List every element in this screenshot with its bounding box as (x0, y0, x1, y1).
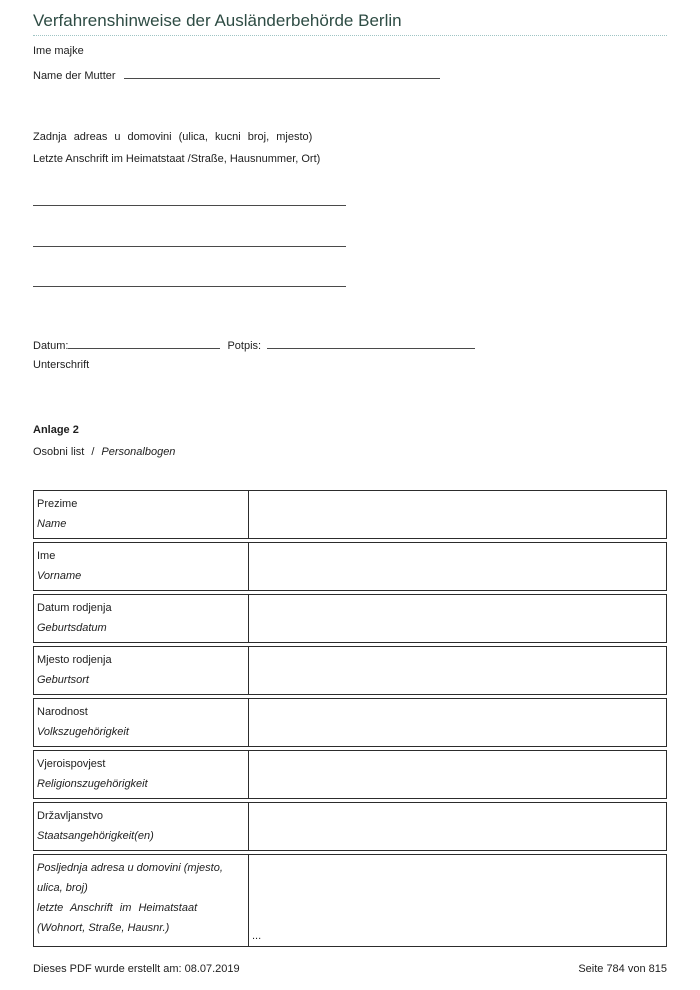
row-label-line: Mjesto rodjenja (37, 654, 112, 666)
row-label-line: Name (37, 518, 67, 530)
table-row (33, 542, 667, 591)
address-label-de: Letzte Anschrift im Heimatstaat /Straße, Hausnummer, Ort) (33, 153, 321, 165)
table-row (33, 490, 667, 539)
row-label-cell (34, 803, 249, 850)
row-value-cell (249, 647, 666, 694)
mother-label-de: Name der Mutter (33, 70, 116, 82)
row-value-cell (249, 491, 666, 538)
row-label-cell (34, 491, 249, 538)
table-row (33, 594, 667, 643)
attachment-subtitle (33, 446, 175, 459)
address-label-hr: Zadnja adreas u domovini (ulica, kucni broj, mjesto) (33, 131, 313, 143)
table-row (33, 750, 667, 799)
title-rule (33, 35, 667, 36)
attachment-heading: Anlage 2 (33, 424, 79, 436)
date-label: Datum: (33, 340, 69, 352)
signature-label: Potpis: (227, 340, 262, 352)
row-value-cell (249, 699, 666, 746)
row-value-cell (249, 855, 666, 946)
row-label-line: Religionszugehörigkeit (37, 778, 148, 790)
row-label-line: letzte Anschrift im Heimatstaat (37, 902, 198, 914)
attachment-subtitle-de: Personalbogen (101, 446, 176, 458)
address-blank-line-1 (33, 205, 346, 206)
signature-sub-label: Unterschrift (33, 359, 90, 371)
footer-page-number: Seite 784 von 815 (578, 963, 667, 975)
date-signature-row (33, 337, 475, 353)
row-label-line: Narodnost (37, 706, 88, 718)
table-row (33, 854, 667, 947)
row-label-cell (34, 647, 249, 694)
row-value: ... (252, 930, 262, 942)
mother-name-blank-line (124, 67, 440, 79)
row-label-cell (34, 751, 249, 798)
row-label-line: Vorname (37, 570, 82, 582)
row-value-cell (249, 595, 666, 642)
row-label-line: Datum rodjenja (37, 602, 112, 614)
row-label-line: Vjeroispovjest (37, 758, 106, 770)
footer-created-date: Dieses PDF wurde erstellt am: 08.07.2019 (33, 963, 240, 975)
personalbogen-table (33, 490, 667, 947)
signature-blank-line (267, 337, 475, 349)
row-label-line: Volkszugehörigkeit (37, 726, 129, 738)
attachment-subtitle-hr: Osobni list (33, 446, 85, 458)
row-label-line: Posljednja adresa u domovini (mjesto, ulica, broj) (37, 862, 223, 894)
row-label-cell (34, 699, 249, 746)
row-label-cell (34, 543, 249, 590)
row-label-line: Geburtsdatum (37, 622, 107, 634)
row-label-line: Državljanstvo (37, 810, 104, 822)
page-title: Verfahrenshinweise der Ausländerbehörde Berlin (33, 11, 402, 30)
row-label-line: Prezime (37, 498, 78, 510)
row-label-cell (34, 595, 249, 642)
mother-name-row (33, 67, 440, 83)
table-row (33, 802, 667, 851)
row-value-cell (249, 803, 666, 850)
row-label-cell (34, 855, 249, 946)
table-row (33, 646, 667, 695)
attachment-subtitle-separator: / (91, 446, 95, 458)
row-label-line: Geburtsort (37, 674, 89, 686)
row-value-cell (249, 543, 666, 590)
row-label-line: (Wohnort, Straße, Hausnr.) (37, 922, 170, 934)
date-blank-line (68, 337, 220, 349)
address-blank-line-3 (33, 286, 346, 287)
address-blank-line-2 (33, 246, 346, 247)
row-value-cell (249, 751, 666, 798)
table-row (33, 698, 667, 747)
mother-label-hr: Ime majke (33, 45, 84, 57)
row-label-line: Ime (37, 550, 56, 562)
row-label-line: Staatsangehörigkeit(en) (37, 830, 154, 842)
